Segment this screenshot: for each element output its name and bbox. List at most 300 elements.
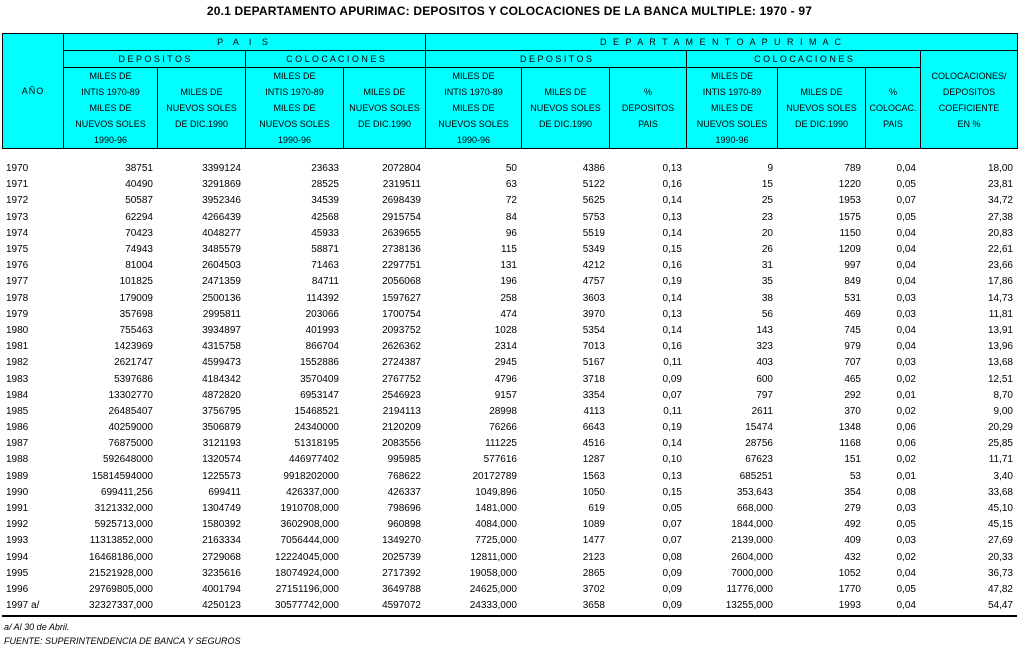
table-cell: 76266 <box>489 422 517 434</box>
table-cell: 1349270 <box>382 535 421 547</box>
table-row <box>2 598 1017 614</box>
table-row <box>2 452 1017 468</box>
table-cell: 745 <box>844 324 861 336</box>
table-cell: 72 <box>505 195 517 207</box>
header-coeficiente: COLOCACIONES/ DEPOSITOS COEFICIENTE EN % <box>921 51 1018 149</box>
table-cell: 23,81 <box>987 179 1013 191</box>
row-year: 1986 <box>6 422 29 434</box>
table-cell: 849 <box>844 276 861 288</box>
table-cell: 1844,000 <box>731 519 773 531</box>
table-cell: 1150 <box>839 227 861 239</box>
table-cell: 699411 <box>208 486 241 498</box>
table-cell: 74943 <box>125 244 153 256</box>
table-cell: 24340000 <box>294 422 339 434</box>
table-cell: 2471359 <box>202 276 241 288</box>
table-cell: 1225573 <box>202 470 241 482</box>
table-cell: 354 <box>844 486 861 498</box>
table-cell: 0,09 <box>662 583 682 595</box>
header-depto-dep-intis: MILES DE INTIS 1970-89 MILES DE NUEVOS SOLES 1990-96 <box>426 68 522 149</box>
table-cell: 0,03 <box>896 535 916 547</box>
table-cell: 23633 <box>311 163 339 175</box>
table-cell: 1049,896 <box>475 486 517 498</box>
table-cell: 33,68 <box>987 486 1013 498</box>
table-cell: 30577742,000 <box>275 600 339 612</box>
table-cell: 2025739 <box>382 551 421 563</box>
table-cell: 56 <box>761 308 773 320</box>
table-row <box>2 242 1017 258</box>
table-cell: 4001794 <box>202 583 241 595</box>
footnote: a/ Al 30 de Abril. <box>4 622 70 632</box>
table-cell: 7725,000 <box>475 535 517 547</box>
table-cell: 45,10 <box>987 503 1013 515</box>
table-cell: 5397686 <box>114 373 153 385</box>
table-cell: 1050 <box>582 486 605 498</box>
header-depto-col-soles: MILES DE NUEVOS SOLES DE DIC.1990 <box>778 68 866 149</box>
table-cell: 54,47 <box>987 600 1013 612</box>
table-cell: 58871 <box>311 244 339 256</box>
row-year: 1985 <box>6 405 29 417</box>
table-cell: 492 <box>844 519 861 531</box>
table-cell: 20,83 <box>987 227 1013 239</box>
table-cell: 4184342 <box>202 373 241 385</box>
table-cell: 592648000 <box>102 454 153 466</box>
table-cell: 76875000 <box>108 438 153 450</box>
row-year: 1994 <box>6 551 29 563</box>
table-cell: 474 <box>500 308 517 320</box>
table-cell: 47,82 <box>987 583 1013 595</box>
table-cell: 531 <box>844 292 861 304</box>
table-row <box>2 582 1017 598</box>
table-cell: 1209 <box>838 244 861 256</box>
table-cell: 979 <box>844 341 861 353</box>
header-depto-depositos: D E P O S I T O S <box>426 51 687 68</box>
table-cell: 0,04 <box>896 324 916 336</box>
table-cell: 131 <box>500 260 517 272</box>
table-cell: 699411,256 <box>100 486 153 498</box>
table-cell: 0,08 <box>662 551 682 563</box>
table-cell: 426337,000 <box>286 486 339 498</box>
table-cell: 63 <box>505 179 517 191</box>
table-cell: 4757 <box>582 276 605 288</box>
table-cell: 50 <box>505 163 517 175</box>
table-cell: 0,19 <box>662 422 682 434</box>
table-cell: 409 <box>844 535 861 547</box>
table-cell: 3291869 <box>202 179 241 191</box>
table-cell: 42568 <box>311 211 339 223</box>
table-cell: 0,03 <box>896 503 916 515</box>
table-cell: 1910708,000 <box>280 503 339 515</box>
table-row <box>2 533 1017 549</box>
table-cell: 2319511 <box>382 179 421 191</box>
table-cell: 29769805,000 <box>89 583 153 595</box>
table-cell: 0,11 <box>663 405 682 417</box>
table-cell: 1580392 <box>202 519 241 531</box>
table-row <box>2 371 1017 387</box>
table-cell: 323 <box>756 341 773 353</box>
page-title: 20.1 DEPARTAMENTO APURIMAC: DEPOSITOS Y COLOCACIONES DE LA BANCA MULTIPLE: 1970 - 97 <box>206 4 813 18</box>
table-cell: 4113 <box>583 405 605 417</box>
table-cell: 11776,000 <box>726 583 773 595</box>
table-cell: 25,85 <box>987 438 1013 450</box>
table-cell: 2611 <box>751 405 773 417</box>
table-cell: 3602908,000 <box>280 519 339 531</box>
table-cell: 2738136 <box>382 244 421 256</box>
table-cell: 0,14 <box>662 438 682 450</box>
table-cell: 36,73 <box>987 567 1013 579</box>
table-cell: 0,14 <box>662 195 682 207</box>
table-cell: 28998 <box>489 405 517 417</box>
table-cell: 51318195 <box>294 438 339 450</box>
table-cell: 11313852,000 <box>89 535 153 547</box>
table-cell: 0,10 <box>662 454 682 466</box>
table-cell: 619 <box>588 503 605 515</box>
table-cell: 5354 <box>582 324 605 336</box>
table-cell: 17,86 <box>987 276 1013 288</box>
table-cell: 5625 <box>582 195 605 207</box>
table-row <box>2 404 1017 420</box>
table-cell: 2120209 <box>382 422 421 434</box>
table-cell: 3235616 <box>202 567 241 579</box>
header-depto-colocaciones: C O L O C A C I O N E S <box>687 51 921 68</box>
table-cell: 4872820 <box>202 389 241 401</box>
table-cell: 27151196,000 <box>275 583 339 595</box>
table-cell: 2123 <box>582 551 605 563</box>
header-pct-depositos: % DEPOSITOS PAIS <box>610 68 687 149</box>
table-cell: 19058,000 <box>469 567 517 579</box>
table-cell: 279 <box>844 503 861 515</box>
table-cell: 3506879 <box>202 422 241 434</box>
table-cell: 81004 <box>125 260 153 272</box>
source-note: FUENTE: SUPERINTENDENCIA DE BANCA Y SEGUROS <box>4 636 241 646</box>
table-row <box>2 355 1017 371</box>
row-year: 1979 <box>6 308 29 320</box>
table-cell: 9 <box>767 163 773 175</box>
table-cell: 24333,000 <box>469 600 517 612</box>
table-cell: 179009 <box>119 292 153 304</box>
table-cell: 13,68 <box>987 357 1013 369</box>
header-pais-colocaciones: C O L O C A C I O N E S <box>246 51 426 68</box>
header-pais-col-soles: MILES DE NUEVOS SOLES DE DIC.1990 <box>344 68 426 149</box>
table-cell: 0,13 <box>662 211 682 223</box>
table-cell: 2056068 <box>382 276 421 288</box>
table-cell: 27,69 <box>987 535 1013 547</box>
row-year: 1992 <box>6 519 29 531</box>
table-row <box>2 226 1017 242</box>
table-cell: 3570409 <box>300 373 339 385</box>
table-cell: 0,14 <box>662 292 682 304</box>
table-cell: 4084,000 <box>475 519 517 531</box>
table-cell: 0,13 <box>662 308 682 320</box>
table-cell: 1348 <box>838 422 861 434</box>
table-cell: 6953147 <box>300 389 339 401</box>
table-cell: 0,04 <box>896 600 916 612</box>
table-cell: 196 <box>500 276 517 288</box>
table-cell: 4266439 <box>202 211 241 223</box>
table-cell: 5167 <box>582 357 605 369</box>
table-cell: 84711 <box>311 276 339 288</box>
table-cell: 0,04 <box>896 227 916 239</box>
table-cell: 1287 <box>582 454 605 466</box>
table-cell: 2194113 <box>382 405 421 417</box>
table-cell: 115 <box>501 244 517 256</box>
table-cell: 203066 <box>305 308 339 320</box>
table-cell: 6643 <box>582 422 605 434</box>
table-cell: 0,07 <box>662 519 682 531</box>
table-cell: 28756 <box>745 438 773 450</box>
table-cell: 50587 <box>125 195 153 207</box>
table-cell: 866704 <box>305 341 339 353</box>
table-cell: 1028 <box>494 324 517 336</box>
table-cell: 1168 <box>839 438 861 450</box>
table-cell: 15 <box>761 179 773 191</box>
table-cell: 2767752 <box>382 373 421 385</box>
table-cell: 0,05 <box>896 519 916 531</box>
row-year: 1977 <box>6 276 29 288</box>
row-year: 1974 <box>6 227 29 239</box>
table-cell: 2546923 <box>382 389 421 401</box>
table-cell: 5753 <box>582 211 605 223</box>
table-cell: 84 <box>505 211 517 223</box>
table-cell: 7056444,000 <box>280 535 339 547</box>
table-cell: 403 <box>756 357 773 369</box>
table-cell: 768622 <box>387 470 421 482</box>
table-cell: 11,71 <box>988 454 1013 466</box>
table-cell: 1052 <box>838 567 861 579</box>
table-cell: 1575 <box>838 211 861 223</box>
table-cell: 20 <box>761 227 773 239</box>
table-cell: 0,01 <box>896 389 916 401</box>
table-cell: 600 <box>756 373 773 385</box>
table-cell: 0,13 <box>662 163 682 175</box>
header-pais-dep-soles: MILES DE NUEVOS SOLES DE DIC.1990 <box>158 68 246 149</box>
table-cell: 3354 <box>582 389 605 401</box>
table-cell: 0,02 <box>896 551 916 563</box>
table-cell: 101825 <box>119 276 153 288</box>
table-cell: 2915754 <box>382 211 421 223</box>
row-year: 1984 <box>6 389 29 401</box>
table-cell: 353,643 <box>736 486 773 498</box>
table-cell: 9918202000 <box>283 470 339 482</box>
table-cell: 0,04 <box>896 260 916 272</box>
table-cell: 0,06 <box>896 422 916 434</box>
table-cell: 18,00 <box>987 163 1013 175</box>
table-cell: 24625,000 <box>469 583 517 595</box>
table-row <box>2 291 1017 307</box>
table-cell: 7000,000 <box>731 567 773 579</box>
table-cell: 1089 <box>582 519 605 531</box>
table-cell: 151 <box>844 454 861 466</box>
table-cell: 5122 <box>582 179 605 191</box>
table-cell: 370 <box>844 405 861 417</box>
row-year: 1990 <box>6 486 29 498</box>
table-cell: 997 <box>844 260 861 272</box>
header-ano: AÑO <box>3 34 64 149</box>
table-cell: 9,00 <box>993 405 1013 417</box>
row-year: 1970 <box>6 163 29 175</box>
table-cell: 432 <box>844 551 861 563</box>
table-cell: 357698 <box>119 308 153 320</box>
table-cell: 1477 <box>582 535 605 547</box>
table-cell: 28525 <box>311 179 339 191</box>
bottom-rule <box>2 615 1017 617</box>
table-row <box>2 436 1017 452</box>
table-cell: 0,13 <box>662 470 682 482</box>
table-cell: 4599473 <box>202 357 241 369</box>
table-cell: 577616 <box>483 454 517 466</box>
table-cell: 0,05 <box>896 211 916 223</box>
table-cell: 13,96 <box>987 341 1013 353</box>
table-cell: 12224045,000 <box>275 551 339 563</box>
table-cell: 401993 <box>305 324 339 336</box>
table-row <box>2 550 1017 566</box>
table-row <box>2 193 1017 209</box>
table-cell: 3399124 <box>202 163 241 175</box>
header-pais-depositos: D E P O S I T O S <box>64 51 246 68</box>
table-row <box>2 258 1017 274</box>
row-year: 1981 <box>6 341 29 353</box>
header-depto-col-intis: MILES DE INTIS 1970-89 MILES DE NUEVOS SOLES 1990-96 <box>687 68 778 149</box>
table-cell: 8,70 <box>993 389 1013 401</box>
table-cell: 707 <box>844 357 861 369</box>
table-cell: 0,09 <box>662 373 682 385</box>
table-cell: 3952346 <box>202 195 241 207</box>
table-cell: 3970 <box>582 308 605 320</box>
table-cell: 2945 <box>494 357 517 369</box>
table-cell: 3121332,000 <box>94 503 153 515</box>
table-cell: 38751 <box>125 163 153 175</box>
header-pais-dep-intis: MILES DE INTIS 1970-89 MILES DE NUEVOS SOLES 1990-96 <box>64 68 158 149</box>
table-cell: 2724387 <box>382 357 421 369</box>
table-cell: 0,02 <box>896 373 916 385</box>
table-cell: 45,15 <box>987 519 1013 531</box>
table-cell: 13,91 <box>987 324 1013 336</box>
table-header <box>2 33 1018 149</box>
table-cell: 15474 <box>745 422 773 434</box>
table-cell: 0,14 <box>662 324 682 336</box>
table-cell: 18074924,000 <box>275 567 339 579</box>
table-cell: 13302770 <box>108 389 153 401</box>
table-cell: 0,02 <box>896 454 916 466</box>
table-cell: 0,04 <box>896 244 916 256</box>
row-year: 1978 <box>6 292 29 304</box>
table-cell: 2729068 <box>202 551 241 563</box>
row-year: 1993 <box>6 535 29 547</box>
table-cell: 3,40 <box>993 470 1013 482</box>
table-cell: 469 <box>844 308 861 320</box>
table-cell: 96 <box>505 227 517 239</box>
table-cell: 0,04 <box>896 341 916 353</box>
table-cell: 3756795 <box>202 405 241 417</box>
table-cell: 0,06 <box>896 438 916 450</box>
table-cell: 0,07 <box>662 535 682 547</box>
table-row <box>2 566 1017 582</box>
table-cell: 1953 <box>838 195 861 207</box>
table-row <box>2 339 1017 355</box>
header-depto: D E P A R T A M E N T O A P U R I M A C <box>426 34 1018 51</box>
table-cell: 40259000 <box>108 422 153 434</box>
table-row <box>2 388 1017 404</box>
header-pais: P A I S <box>64 34 426 51</box>
table-cell: 143 <box>756 324 773 336</box>
table-cell: 27,38 <box>987 211 1013 223</box>
header-depto-dep-soles: MILES DE NUEVOS SOLES DE DIC.1990 <box>522 68 610 149</box>
table-cell: 9157 <box>494 389 517 401</box>
table-cell: 2995811 <box>202 308 241 320</box>
table-cell: 14,73 <box>987 292 1013 304</box>
table-row <box>2 485 1017 501</box>
table-cell: 0,05 <box>896 179 916 191</box>
table-cell: 0,16 <box>662 260 682 272</box>
table-cell: 0,09 <box>662 567 682 579</box>
table-cell: 426337 <box>387 486 421 498</box>
data-table <box>2 161 1017 614</box>
table-cell: 960898 <box>387 519 421 531</box>
table-cell: 23 <box>761 211 773 223</box>
table-row <box>2 210 1017 226</box>
table-cell: 11,81 <box>988 308 1013 320</box>
table-cell: 1481,000 <box>475 503 517 515</box>
table-cell: 15814594000 <box>91 470 153 482</box>
table-cell: 38 <box>761 292 773 304</box>
table-cell: 2604,000 <box>731 551 773 563</box>
table-cell: 4386 <box>582 163 605 175</box>
table-row <box>2 177 1017 193</box>
table-cell: 35 <box>761 276 773 288</box>
table-cell: 0,15 <box>662 486 682 498</box>
table-cell: 0,19 <box>662 276 682 288</box>
row-year: 1971 <box>6 179 29 191</box>
table-cell: 3121193 <box>202 438 241 450</box>
table-cell: 40490 <box>125 179 153 191</box>
table-cell: 1700754 <box>382 308 421 320</box>
table-cell: 20,33 <box>987 551 1013 563</box>
table-cell: 26485407 <box>108 405 153 417</box>
table-cell: 5925713,000 <box>94 519 153 531</box>
row-year: 1976 <box>6 260 29 272</box>
table-cell: 797 <box>756 389 773 401</box>
table-cell: 258 <box>500 292 517 304</box>
table-cell: 789 <box>844 163 861 175</box>
table-cell: 2621747 <box>114 357 153 369</box>
table-cell: 2500136 <box>202 292 241 304</box>
table-cell: 2093752 <box>382 324 421 336</box>
header-pais-col-intis: MILES DE INTIS 1970-89 MILES DE NUEVOS SOLES 1990-96 <box>246 68 344 149</box>
table-cell: 1423969 <box>114 341 153 353</box>
table-cell: 2163334 <box>202 535 241 547</box>
table-cell: 2072804 <box>382 163 421 175</box>
table-row <box>2 323 1017 339</box>
table-cell: 2865 <box>582 567 605 579</box>
row-year: 1980 <box>6 324 29 336</box>
table-cell: 0,05 <box>662 503 682 515</box>
table-cell: 0,03 <box>896 292 916 304</box>
table-cell: 2639655 <box>382 227 421 239</box>
table-cell: 668,000 <box>736 503 773 515</box>
table-cell: 4212 <box>582 260 605 272</box>
table-cell: 16468186,000 <box>89 551 153 563</box>
table-cell: 4516 <box>582 438 605 450</box>
table-cell: 4048277 <box>202 227 241 239</box>
row-year: 1996 <box>6 583 29 595</box>
table-cell: 0,03 <box>896 308 916 320</box>
table-cell: 0,09 <box>662 600 682 612</box>
table-cell: 53 <box>849 470 861 482</box>
table-cell: 2626362 <box>382 341 421 353</box>
table-cell: 71463 <box>311 260 339 272</box>
table-cell: 0,03 <box>896 357 916 369</box>
table-cell: 4597072 <box>382 600 421 612</box>
table-cell: 25 <box>761 195 773 207</box>
